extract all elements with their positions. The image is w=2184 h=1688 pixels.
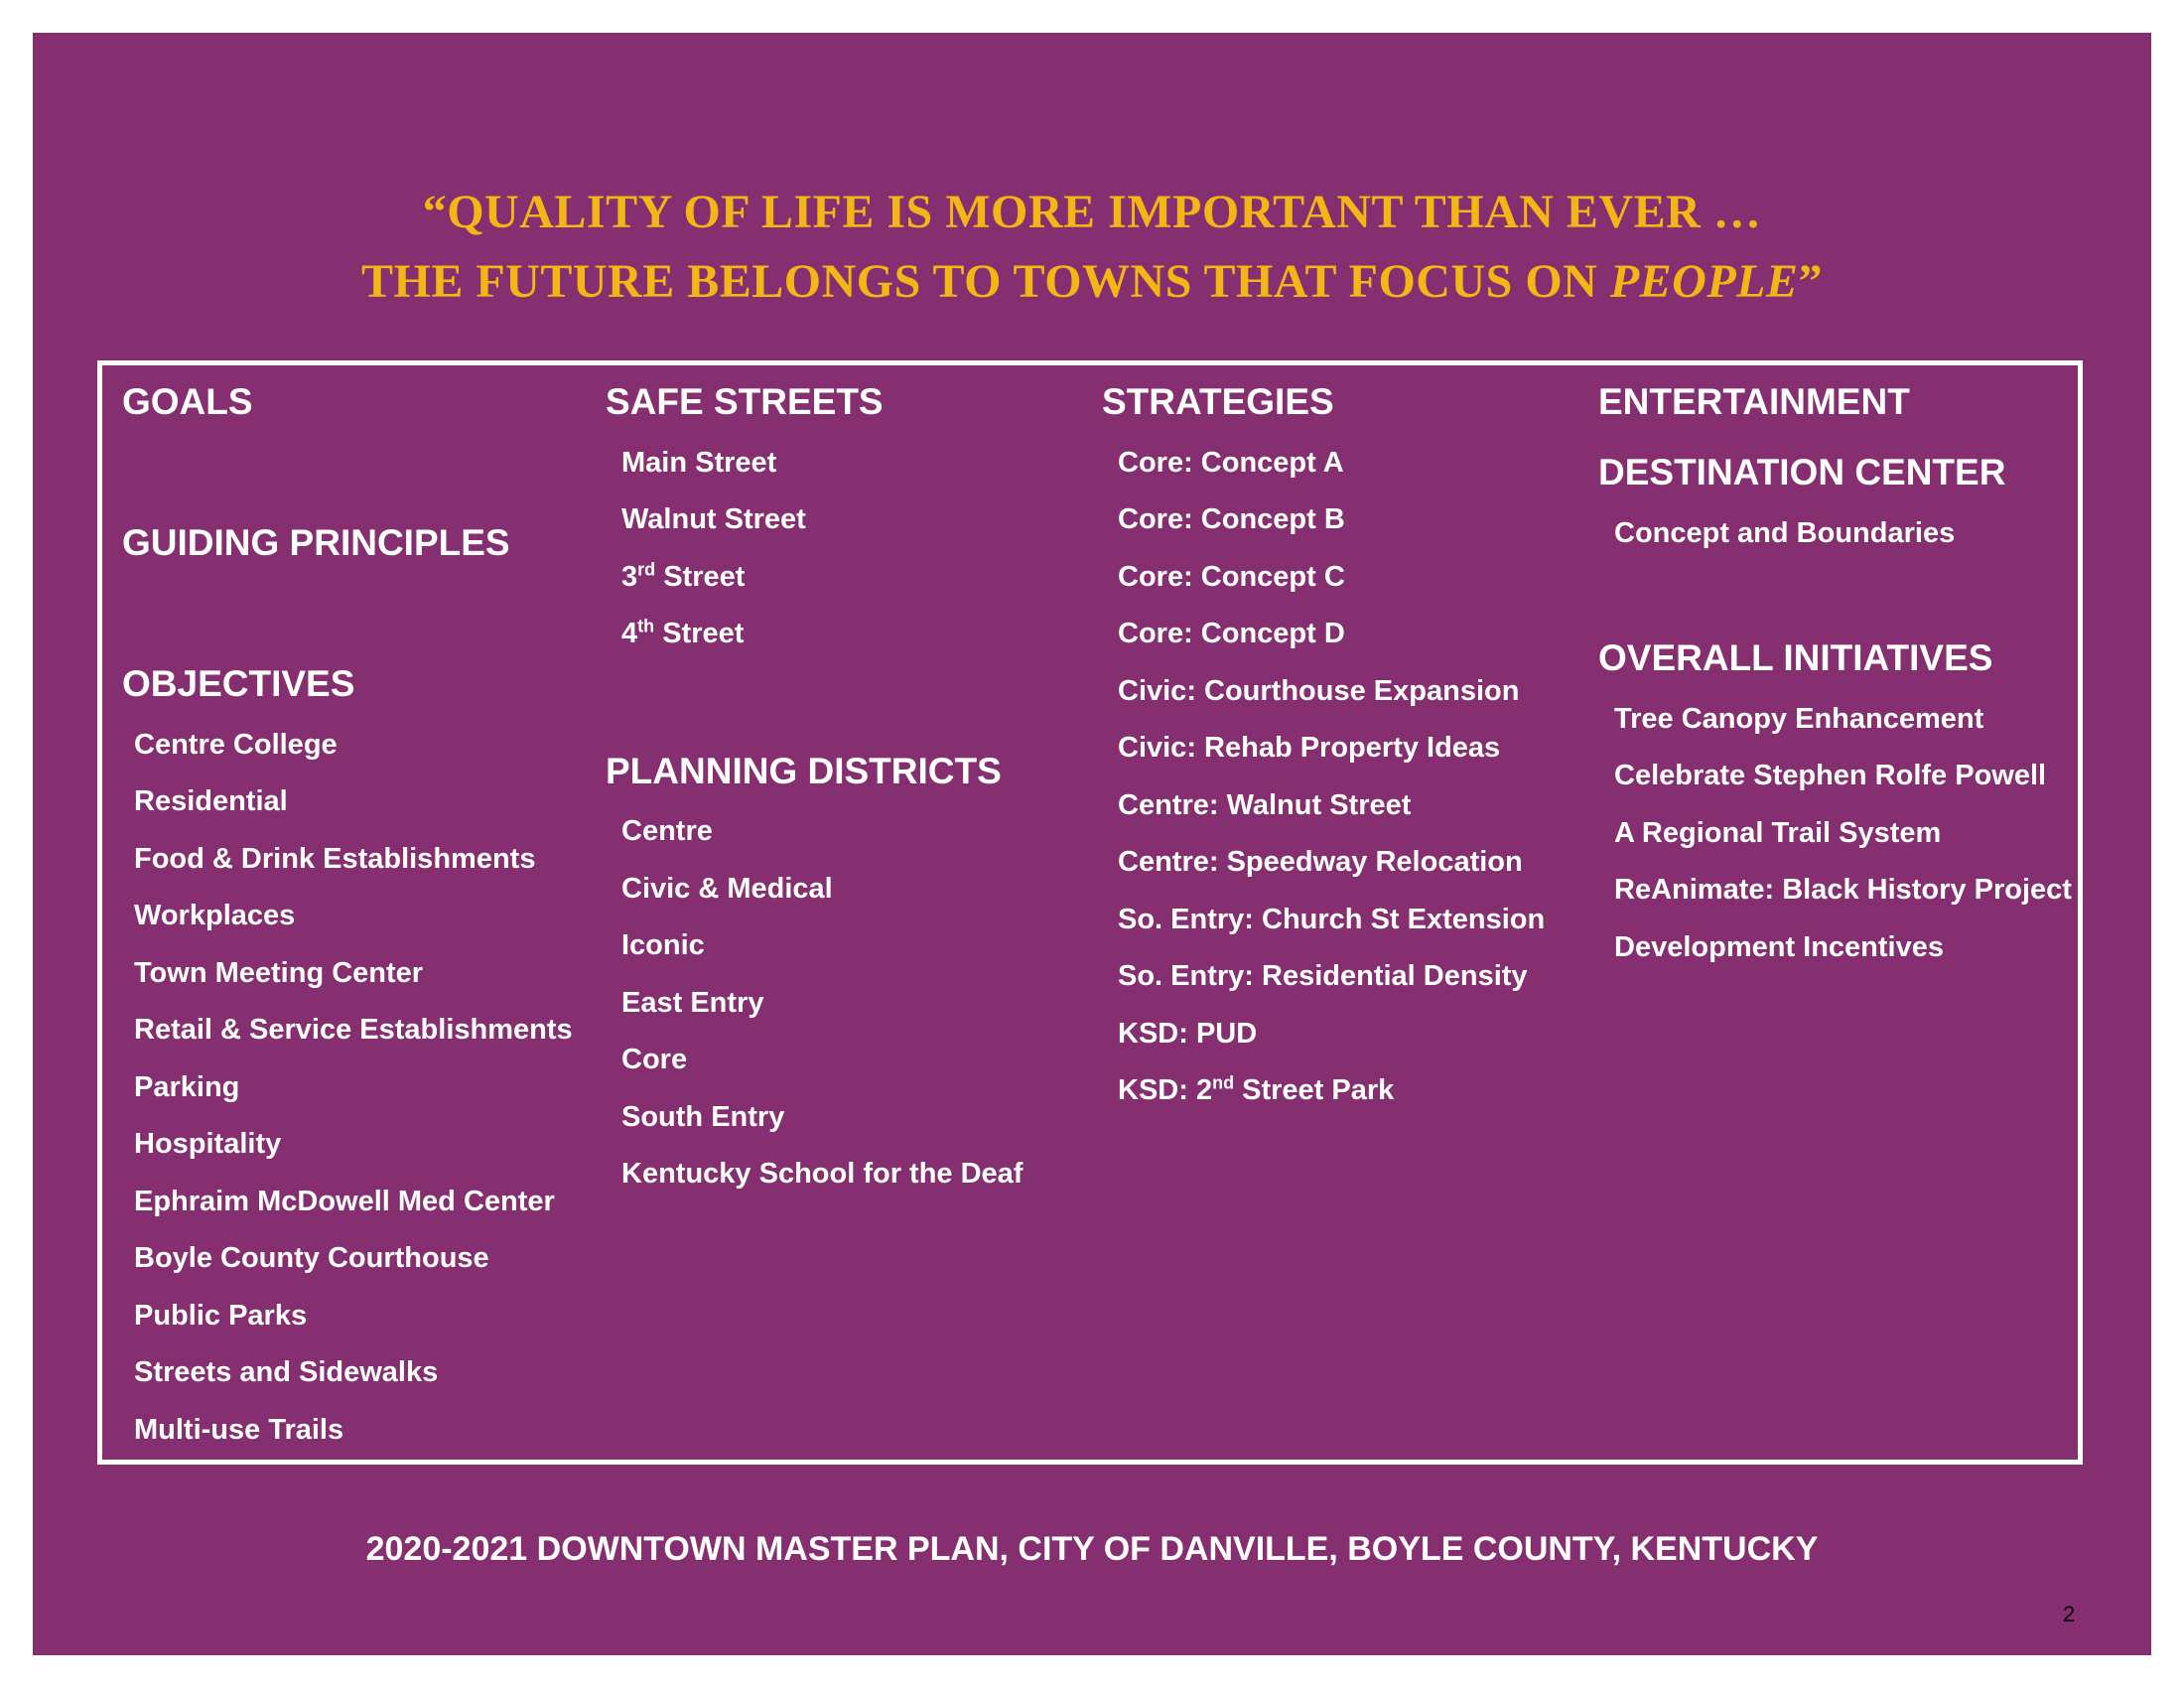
strategy-prefix: KSD: 2	[1118, 1074, 1213, 1106]
ordinal-number: 3	[621, 561, 638, 593]
heading-overall-initiatives: OVERALL INITIATIVES	[1598, 637, 1993, 678]
quote-line-2-text: THE FUTURE BELONGS TO TOWNS THAT FOCUS ON	[361, 255, 1610, 308]
list-item: Kentucky School for the Deaf	[621, 1158, 1024, 1190]
list-item: Centre: Walnut Street	[1118, 789, 1412, 821]
footer-title: 2020-2021 DOWNTOWN MASTER PLAN, CITY OF DANVILLE, BOYLE COUNTY, KENTUCKY	[365, 1530, 1819, 1568]
list-item: So. Entry: Church St Extension	[1118, 904, 1546, 935]
list-item: Parking	[134, 1071, 240, 1103]
quote-emphasis: PEOPLE	[1609, 255, 1799, 308]
list-item: A Regional Trail System	[1614, 817, 1942, 849]
ordinal-suffix: nd	[1212, 1072, 1235, 1093]
list-item	[621, 618, 744, 650]
list-item: Centre College	[134, 729, 338, 761]
list-item: Food & Drink Establishments	[134, 843, 536, 875]
list-item: Multi-use Trails	[134, 1414, 344, 1446]
heading-planning-districts: PLANNING DISTRICTS	[606, 751, 1002, 791]
heading-objectives: OBJECTIVES	[122, 663, 355, 704]
strategy-rest: Street Park	[1234, 1074, 1395, 1106]
quote-line-2	[33, 247, 2151, 317]
page-number: 2	[2063, 1602, 2076, 1626]
list-item: Development Incentives	[1614, 931, 1944, 963]
quote-close-mark: ”	[1798, 255, 1823, 308]
list-item: Core: Concept B	[1118, 503, 1345, 535]
list-item: Civic & Medical	[621, 873, 833, 905]
page-panel	[33, 33, 2151, 1655]
heading-entertainment: ENTERTAINMENT	[1598, 381, 1910, 422]
list-item: So. Entry: Residential Density	[1118, 960, 1528, 992]
list-item	[621, 561, 745, 594]
list-item: South Entry	[621, 1101, 785, 1133]
list-item: Core: Concept C	[1118, 561, 1345, 593]
list-item: Residential	[134, 785, 288, 817]
heading-goals: GOALS	[122, 381, 253, 422]
list-item: Core	[621, 1044, 688, 1075]
ordinal-suffix: th	[637, 616, 655, 636]
list-item: Core: Concept D	[1118, 618, 1345, 649]
heading-destination-center: DESTINATION CENTER	[1598, 452, 2006, 492]
list-item	[1118, 1074, 1394, 1107]
ordinal-number: 4	[621, 618, 638, 649]
heading-guiding-principles: GUIDING PRINCIPLES	[122, 522, 510, 563]
list-item: Core: Concept A	[1118, 447, 1344, 479]
list-item: Hospitality	[134, 1128, 282, 1160]
heading-safe-streets: SAFE STREETS	[606, 381, 884, 422]
list-item: Walnut Street	[621, 503, 806, 535]
list-item: Centre: Speedway Relocation	[1118, 846, 1523, 878]
ordinal-suffix: rd	[637, 559, 656, 580]
list-item: Celebrate Stephen Rolfe Powell	[1614, 760, 2047, 791]
list-item: Centre	[621, 815, 713, 847]
list-item: Boyle County Courthouse	[134, 1242, 489, 1274]
contents-box	[97, 360, 2083, 1465]
quote-line-1: “QUALITY OF LIFE IS MORE IMPORTANT THAN EVER …	[422, 186, 1762, 238]
list-item: Civic: Courthouse Expansion	[1118, 675, 1520, 707]
street-name: Street	[655, 561, 746, 593]
list-item: East Entry	[621, 987, 764, 1019]
list-item: Public Parks	[134, 1300, 308, 1332]
list-item: Civic: Rehab Property Ideas	[1118, 732, 1501, 764]
list-item: Iconic	[621, 929, 705, 961]
list-item: Ephraim McDowell Med Center	[134, 1186, 555, 1217]
list-item: Concept and Boundaries	[1614, 517, 1956, 549]
list-item: Town Meeting Center	[134, 957, 424, 989]
list-item: KSD: PUD	[1118, 1018, 1258, 1050]
list-item: Tree Canopy Enhancement	[1614, 703, 1984, 735]
list-item: Streets and Sidewalks	[134, 1356, 439, 1388]
heading-strategies: STRATEGIES	[1102, 381, 1334, 422]
list-item: Retail & Service Establishments	[134, 1014, 573, 1046]
list-item: Workplaces	[134, 900, 296, 931]
list-item: ReAnimate: Black History Project	[1614, 874, 2072, 906]
list-item: Main Street	[621, 447, 777, 479]
street-name: Street	[654, 618, 745, 649]
